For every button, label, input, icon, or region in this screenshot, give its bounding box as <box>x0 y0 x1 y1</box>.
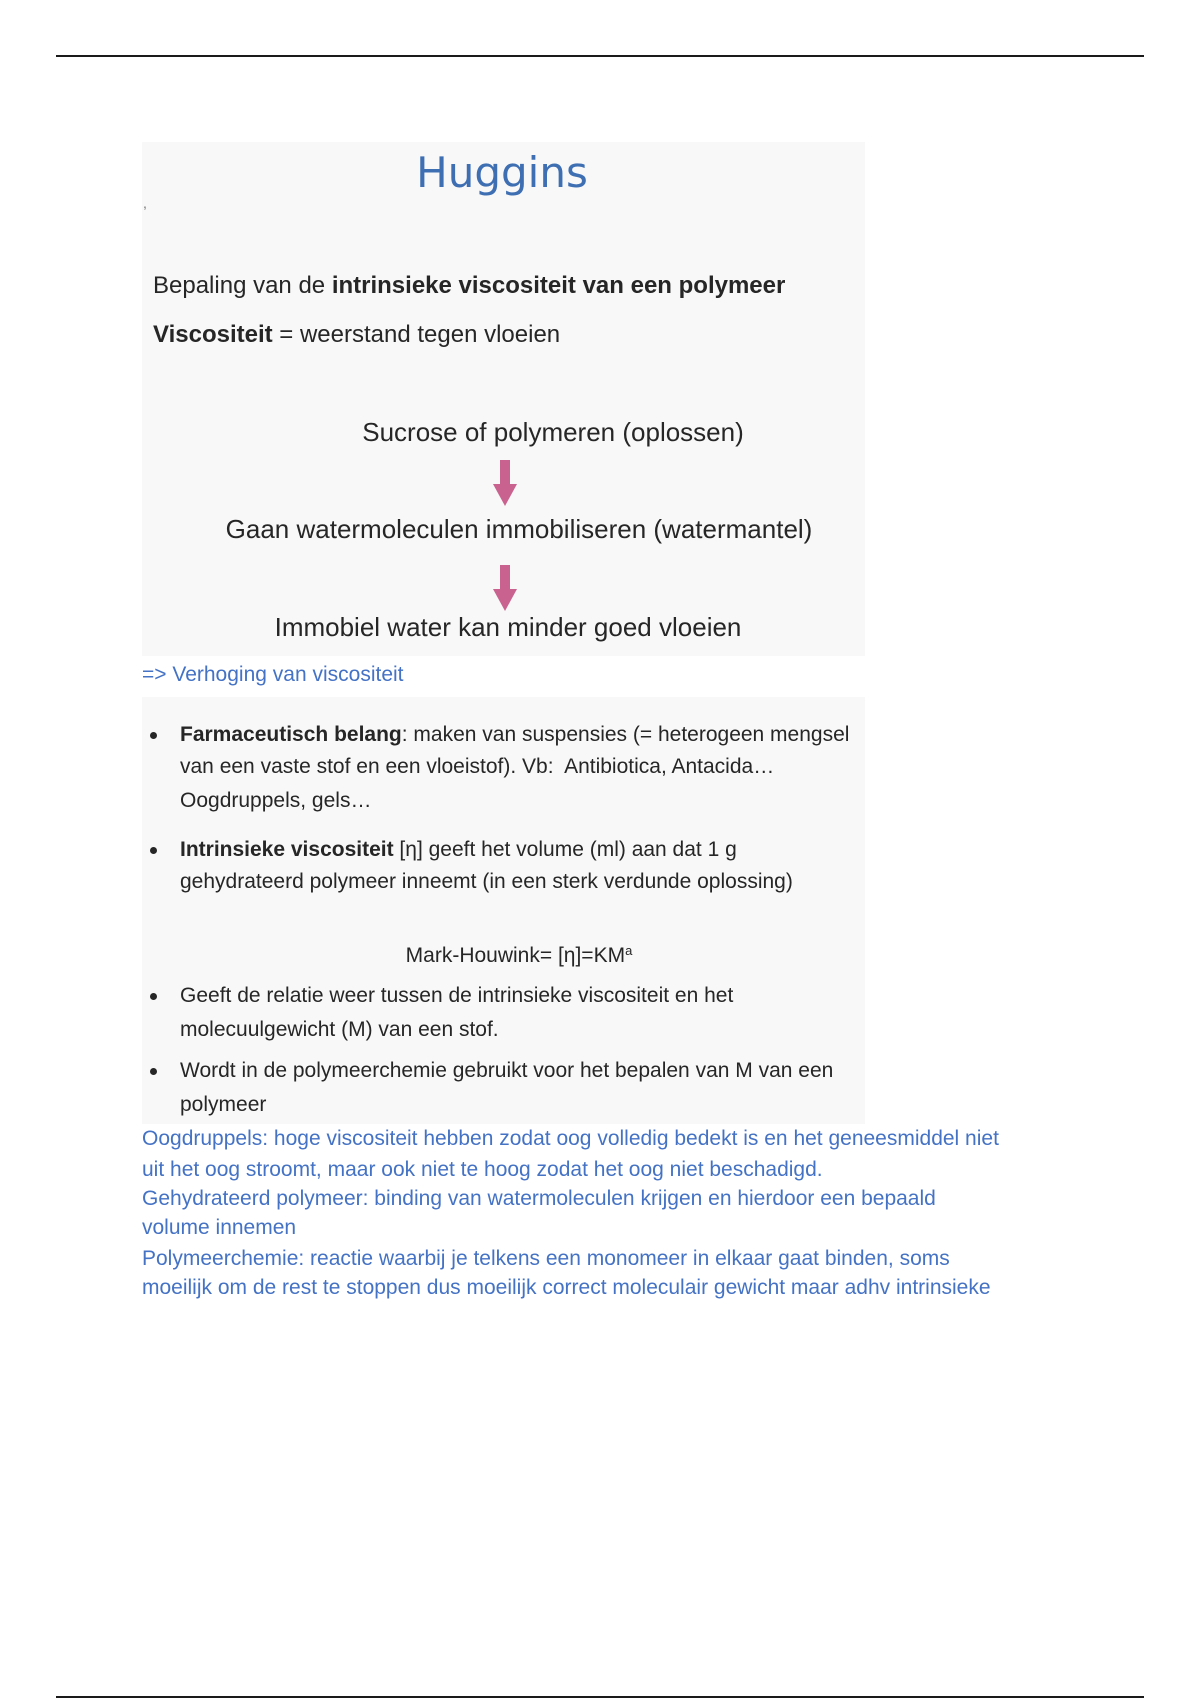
flow-step-3: Immobiel water kan minder goed vloeien <box>274 612 742 642</box>
bullet-2-line-1 <box>180 835 737 865</box>
viscosity-definition: = weerstand tegen vloeien <box>272 321 561 348</box>
bullet-marker <box>150 847 157 854</box>
bullet-3-line-2: molecuulgewicht (M) van een stof. <box>180 1018 499 1041</box>
flow-step-2: Gaan watermoleculen immobiliseren (watermantel) <box>225 514 813 544</box>
bullet-1-text: : maken van suspensies (= heterogeen mengsel <box>401 723 850 746</box>
viscosity-term: Viscositeit <box>153 321 273 348</box>
bullet-1-line-3: Oogdruppels, gels… <box>180 789 372 812</box>
bullet-marker <box>150 732 157 739</box>
bullet-marker <box>150 993 157 1000</box>
bottom-rule <box>56 1696 1144 1698</box>
note-line: Oogdruppels: hoge viscositeit hebben zodat oog volledig bedekt is en het geneesmiddel niet <box>142 1127 999 1150</box>
note-line: Polymeerchemie: reactie waarbij je telkens een monomeer in elkaar gaat binden, soms <box>142 1247 950 1270</box>
down-arrow-icon <box>493 565 517 611</box>
bullet-1-line-1 <box>180 720 849 750</box>
definition-line-2 <box>153 319 560 351</box>
bullet-2-term: Intrinsieke viscositeit <box>180 838 394 861</box>
note-line: moeilijk om de rest te stoppen dus moeilijk correct moleculair gewicht maar adhv intrinsieke <box>142 1276 991 1299</box>
note-line: uit het oog stroomt, maar ook niet te hoog zodat het oog niet beschadigd. <box>142 1158 823 1181</box>
flow-step-1: Sucrose of polymeren (oplossen) <box>362 417 744 447</box>
down-arrow-icon <box>493 460 517 506</box>
slide-title: Huggins <box>416 148 588 197</box>
bullet-marker <box>150 1068 157 1075</box>
formula-main: Mark-Houwink= [η]=KM <box>405 944 626 967</box>
note-line: Gehydrateerd polymeer: binding van watermoleculen krijgen en hierdoor een bepaald <box>142 1187 936 1210</box>
bullet-4-line-1: Wordt in de polymeerchemie gebruikt voor het bepalen van M van een <box>180 1059 834 1082</box>
definition-text: Bepaling van de <box>153 272 332 299</box>
stray-mark: , <box>143 195 147 211</box>
bullet-1-term: Farmaceutisch belang <box>180 723 402 746</box>
formula-exponent: a <box>625 943 633 958</box>
definition-line-1 <box>153 270 785 302</box>
bullet-2-text: [η] geeft het volume (ml) aan dat 1 g <box>393 838 737 861</box>
top-rule <box>56 55 1144 57</box>
bullet-1-line-2: van een vaste stof en een vloeistof). Vb: Antibiotica, Antacida… <box>180 755 775 778</box>
viscosity-note: => Verhoging van viscositeit <box>142 663 404 686</box>
bullet-2-line-2: gehydrateerd polymeer inneemt (in een sterk verdunde oplossing) <box>180 870 793 893</box>
bullet-4-line-2: polymeer <box>180 1093 267 1116</box>
note-line: volume innemen <box>142 1216 297 1239</box>
definition-emphasis: intrinsieke viscositeit van een polymeer <box>331 272 786 299</box>
mark-houwink-formula <box>319 941 719 971</box>
bullet-3-line-1: Geeft de relatie weer tussen de intrinsieke viscositeit en het <box>180 984 734 1007</box>
